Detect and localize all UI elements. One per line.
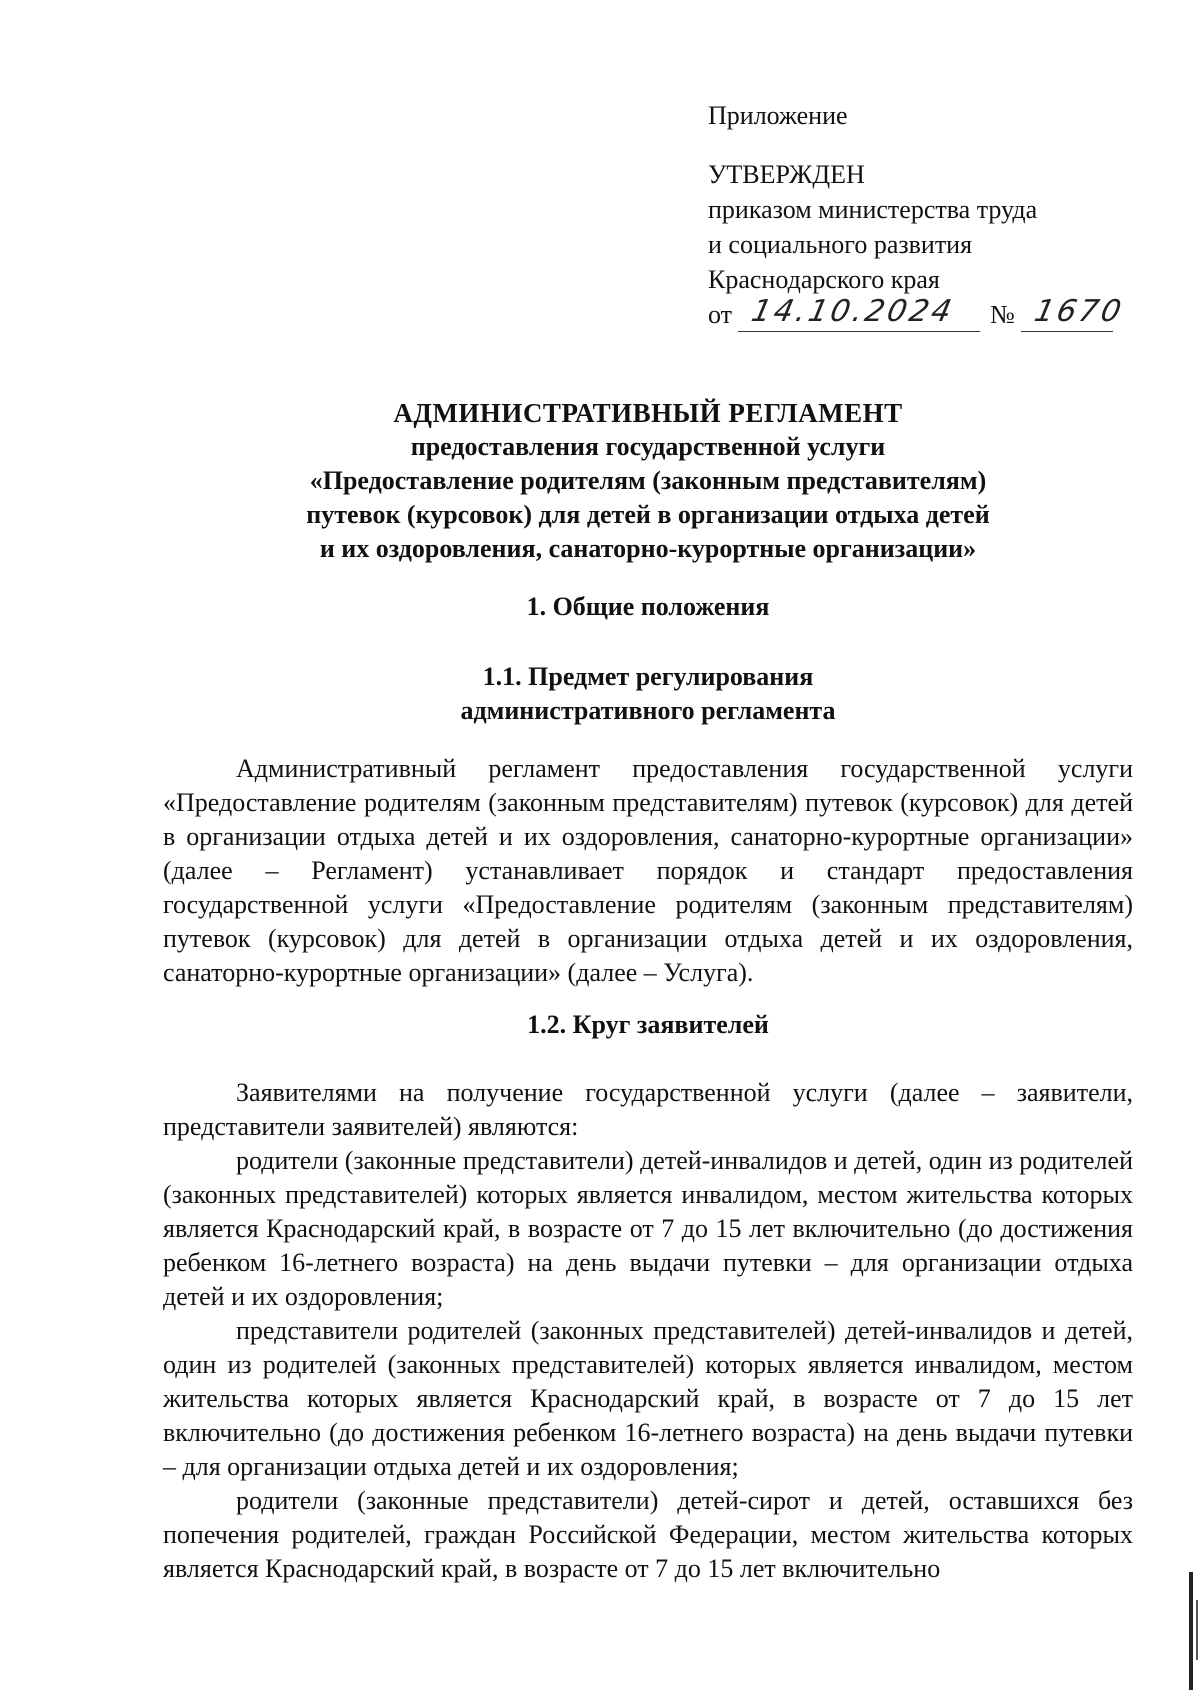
approval-block xyxy=(708,98,1148,332)
section-1-2-paragraph-3: представители родителей (законных представителей) детей-инвалидов и детей, один из родителей (законных представителей) которых является инвалидом, местом жительства которых является Краснодарский край, в возрасте от 7 до 15 лет включительно (до достижения ребенком 16-летнего возраста) на день выдачи путевки – для организации отдыха детей и их оздоровления; xyxy=(163,1316,1133,1481)
scan-edge-mark-secondary xyxy=(1196,1600,1198,1660)
title-line-4: путевок (курсовок) для детей в организации отдыха детей xyxy=(306,500,990,529)
approved-label: УТВЕРЖДЕН xyxy=(708,160,865,189)
section-1-1-paragraph: Административный регламент предоставления государственной услуги «Предоставление родителям (законным представителям) путевок (курсовок) для детей в организации отдыха детей и их оздоровления, санаторно-курортные организации» (далее – Регламент) устанавливает порядок и стандарт предоставления государственной услуги «Предоставление родителям (законным представителям) путевок (курсовок) для детей в организации отдыха детей и их оздоровления, санаторно-курортные организации» (далее – Услуга). xyxy=(163,754,1133,987)
order-date-field xyxy=(738,294,980,332)
appendix-label: Приложение xyxy=(708,101,848,130)
section-1-1-heading xyxy=(163,660,1133,728)
title-line-2: предоставления государственной услуги xyxy=(410,432,886,461)
section-1-2-paragraph-4: родители (законные представители) детей-сирот и детей, оставшихся без попечения родителей, граждан Российской Федерации, местом жительства которых является Краснодарский край, в возрасте от 7 до 15 лет включительно xyxy=(163,1486,1133,1583)
order-number-handwritten: 1670 xyxy=(1031,294,1127,329)
section-1-2-paragraph-1: Заявителями на получение государственной услуги (далее – заявители, представители заявителей) являются: xyxy=(163,1078,1133,1141)
section-1-1-body xyxy=(163,752,1133,990)
order-date-number-row xyxy=(708,294,1148,332)
number-label: № xyxy=(990,300,1015,329)
section-1-1-heading-line-1: 1.1. Предмет регулирования xyxy=(482,662,814,691)
section-1-2-body xyxy=(163,1076,1133,1586)
scan-edge-mark xyxy=(1189,1572,1193,1690)
section-1-2-heading-text: 1.2. Круг заявителей xyxy=(527,1010,769,1039)
order-date-handwritten: 14.10.2024 xyxy=(748,294,958,329)
approval-line-1: приказом министерства труда xyxy=(708,195,1038,224)
from-label: от xyxy=(708,300,733,329)
approval-line-2: и социального развития xyxy=(708,230,973,259)
section-1-heading xyxy=(163,590,1133,624)
approval-line-3: Краснодарского края xyxy=(708,265,940,294)
order-number-field xyxy=(1021,294,1127,332)
section-1-1-heading-line-2: административного регламента xyxy=(460,696,836,725)
section-1-2-heading xyxy=(163,1008,1133,1042)
title-main: АДМИНИСТРАТИВНЫЙ РЕГЛАМЕНТ xyxy=(393,398,903,428)
section-1-2-paragraph-2: родители (законные представители) детей-инвалидов и детей, один из родителей (законных представителей) которых является инвалидом, местом жительства которых является Краснодарский край, в возрасте от 7 до 15 лет включительно (до достижения ребенком 16-летнего возраста) на день выдачи путевки – для организации отдыха детей и их оздоровления; xyxy=(163,1146,1133,1311)
title-line-3: «Предоставление родителям (законным представителям) xyxy=(309,466,987,495)
document-title xyxy=(163,396,1133,566)
title-line-5: и их оздоровления, санаторно-курортные организации» xyxy=(319,534,977,563)
section-1-heading-text: 1. Общие положения xyxy=(526,592,770,621)
